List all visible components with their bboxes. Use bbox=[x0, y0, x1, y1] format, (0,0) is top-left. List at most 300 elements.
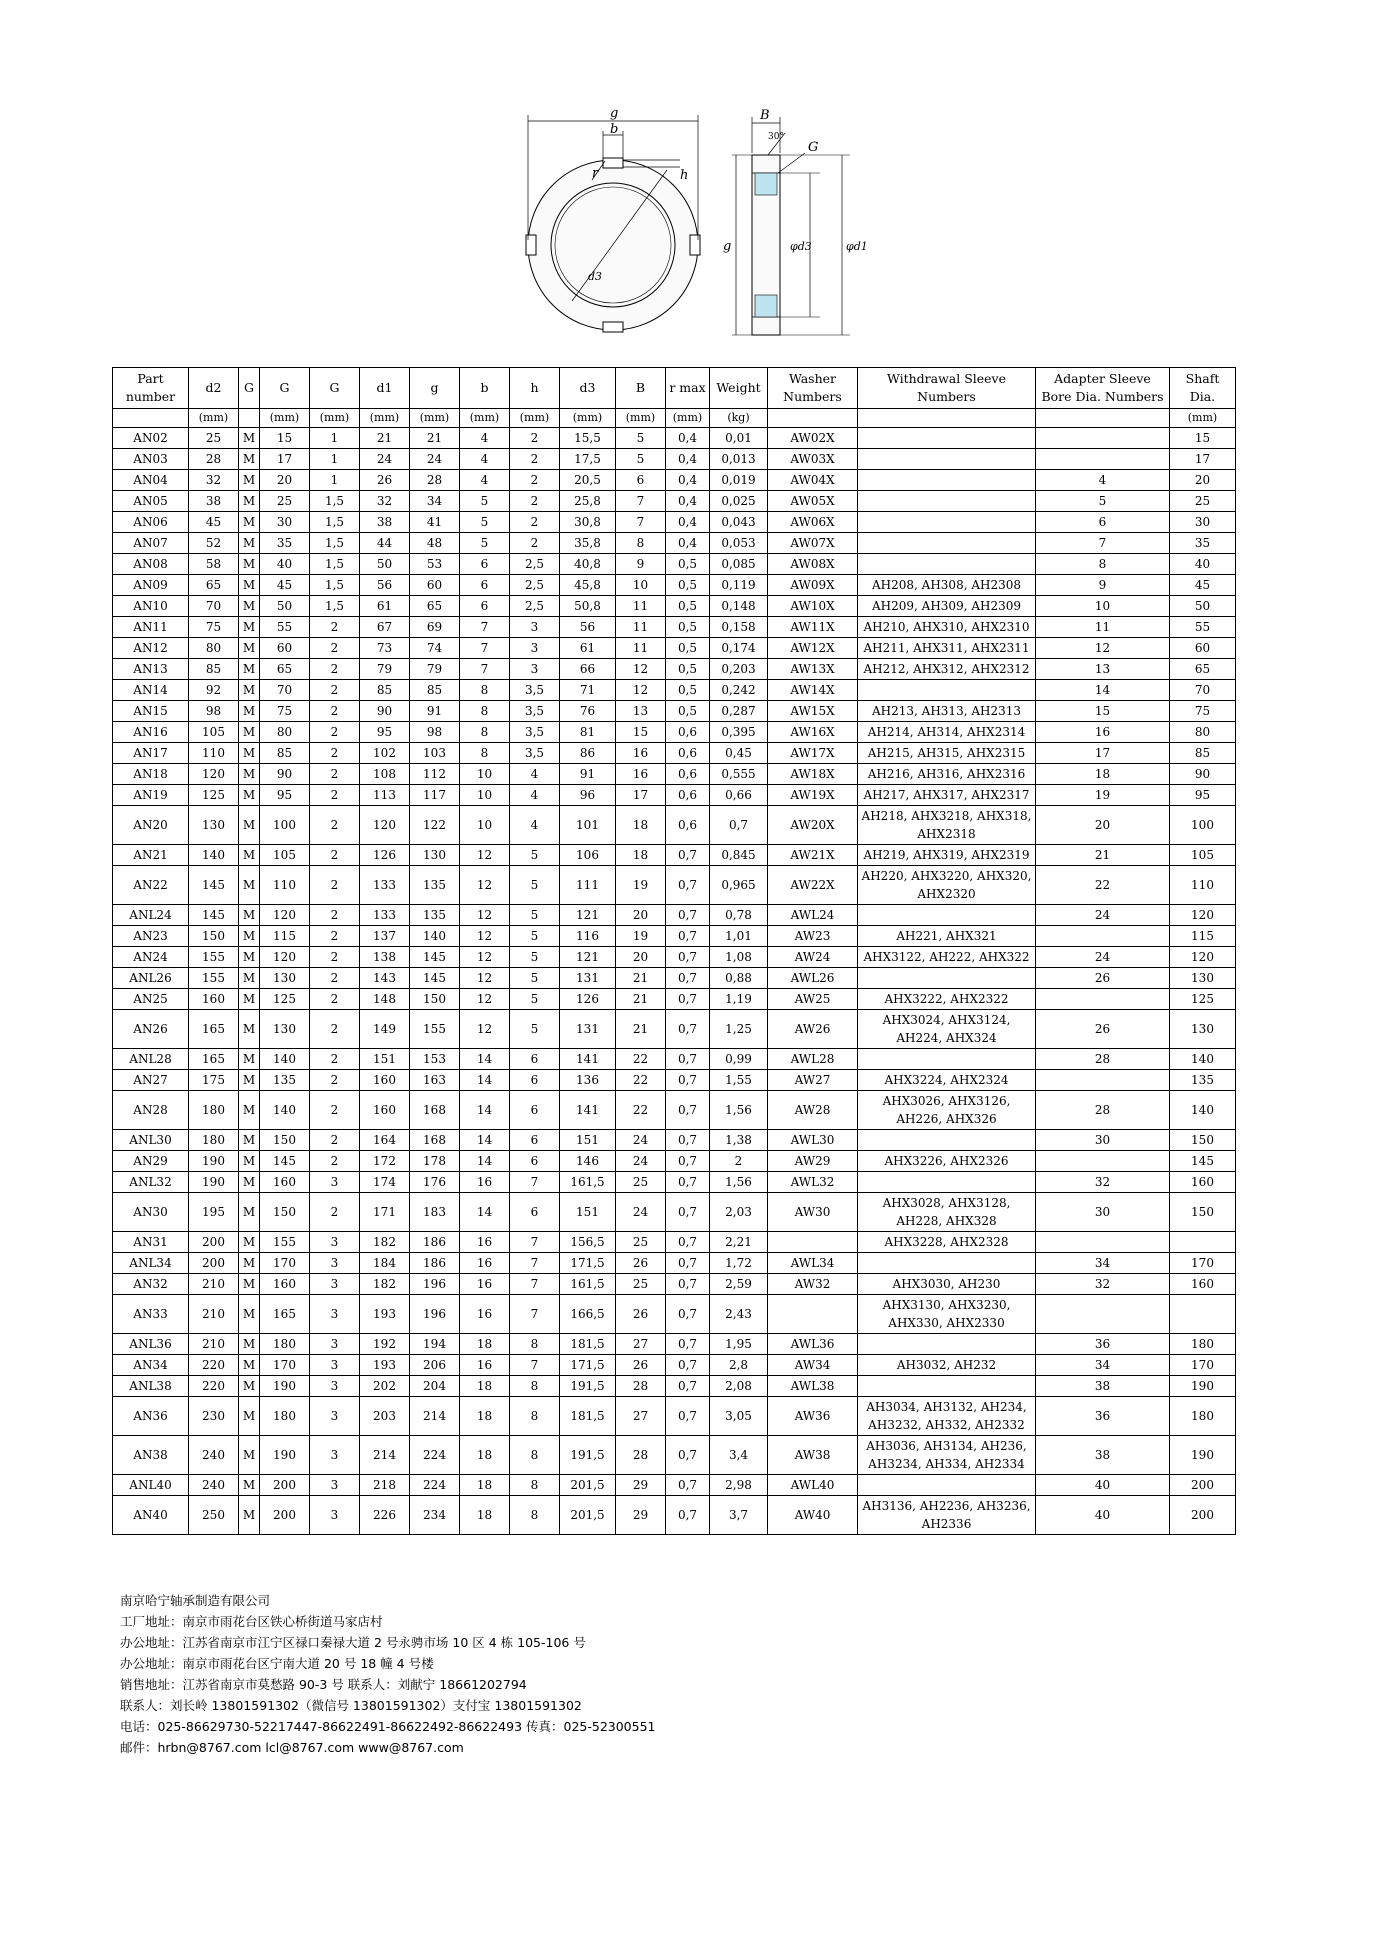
table-cell: 0,7 bbox=[666, 1232, 710, 1253]
table-cell: 14 bbox=[460, 1151, 510, 1172]
table-cell: 0,7 bbox=[666, 1376, 710, 1397]
table-cell: AH214, AH314, AHX2314 bbox=[858, 722, 1036, 743]
table-cell: 7 bbox=[510, 1172, 560, 1193]
table-cell: AN16 bbox=[113, 722, 189, 743]
table-cell: 250 bbox=[189, 1496, 239, 1535]
table-cell: AN32 bbox=[113, 1274, 189, 1295]
table-cell bbox=[1036, 428, 1170, 449]
table-cell: 5 bbox=[616, 428, 666, 449]
table-cell: 206 bbox=[410, 1355, 460, 1376]
table-cell: 95 bbox=[1170, 785, 1236, 806]
table-cell: AN12 bbox=[113, 638, 189, 659]
table-cell: 75 bbox=[189, 617, 239, 638]
table-cell: 151 bbox=[360, 1049, 410, 1070]
table-row bbox=[113, 638, 1236, 659]
table-cell: 3,05 bbox=[710, 1397, 768, 1436]
table-cell: 21 bbox=[410, 428, 460, 449]
table-cell: 180 bbox=[189, 1091, 239, 1130]
table-cell: 1,5 bbox=[310, 596, 360, 617]
table-cell: 138 bbox=[360, 947, 410, 968]
table-cell: AN21 bbox=[113, 845, 189, 866]
table-cell bbox=[1036, 449, 1170, 470]
table-cell: AN20 bbox=[113, 806, 189, 845]
table-row bbox=[113, 512, 1236, 533]
table-cell: 145 bbox=[1170, 1151, 1236, 1172]
table-cell: 121 bbox=[560, 947, 616, 968]
table-cell: 70 bbox=[1170, 680, 1236, 701]
table-cell: 14 bbox=[460, 1193, 510, 1232]
table-row bbox=[113, 428, 1236, 449]
table-cell: M bbox=[239, 1355, 260, 1376]
table-cell: AW34 bbox=[768, 1355, 858, 1376]
table-cell: AH210, AHX310, AHX2310 bbox=[858, 617, 1036, 638]
table-cell: 145 bbox=[410, 947, 460, 968]
table-cell: 12 bbox=[460, 989, 510, 1010]
table-cell: 2 bbox=[310, 989, 360, 1010]
table-cell: 12 bbox=[460, 845, 510, 866]
table-cell: 201,5 bbox=[560, 1496, 616, 1535]
table-cell: 2 bbox=[510, 491, 560, 512]
table-cell bbox=[858, 680, 1036, 701]
unit-cell: (mm) bbox=[360, 409, 410, 428]
table-cell bbox=[858, 428, 1036, 449]
table-cell: 2 bbox=[310, 1151, 360, 1172]
table-cell: 0,7 bbox=[666, 1496, 710, 1535]
table-cell: 122 bbox=[410, 806, 460, 845]
table-cell: AW16X bbox=[768, 722, 858, 743]
table-cell: AWL24 bbox=[768, 905, 858, 926]
table-cell: 67 bbox=[360, 617, 410, 638]
table-cell: 5 bbox=[510, 989, 560, 1010]
table-cell: 2 bbox=[310, 806, 360, 845]
table-cell: 50 bbox=[260, 596, 310, 617]
table-cell: 2 bbox=[310, 701, 360, 722]
table-cell: AW06X bbox=[768, 512, 858, 533]
table-cell: 60 bbox=[410, 575, 460, 596]
table-cell: 6 bbox=[616, 470, 666, 491]
table-cell: 61 bbox=[560, 638, 616, 659]
table-cell: 2,03 bbox=[710, 1193, 768, 1232]
table-cell: ANL36 bbox=[113, 1334, 189, 1355]
table-cell: 25 bbox=[616, 1274, 666, 1295]
column-header: Withdrawal Sleeve Numbers bbox=[858, 368, 1036, 409]
table-cell: 75 bbox=[1170, 701, 1236, 722]
table-cell: 130 bbox=[260, 1010, 310, 1049]
table-cell: 145 bbox=[189, 866, 239, 905]
table-cell: 1,95 bbox=[710, 1334, 768, 1355]
table-cell: 2 bbox=[310, 1193, 360, 1232]
table-cell: AN29 bbox=[113, 1151, 189, 1172]
table-cell: 91 bbox=[410, 701, 460, 722]
table-cell: 65 bbox=[410, 596, 460, 617]
table-cell: M bbox=[239, 947, 260, 968]
table-cell: 0,053 bbox=[710, 533, 768, 554]
table-row bbox=[113, 1355, 1236, 1376]
table-row bbox=[113, 659, 1236, 680]
unit-cell: (mm) bbox=[510, 409, 560, 428]
table-cell: 70 bbox=[189, 596, 239, 617]
table-cell: 24 bbox=[616, 1151, 666, 1172]
table-cell: M bbox=[239, 680, 260, 701]
table-cell: 2,98 bbox=[710, 1475, 768, 1496]
table-cell: 3,5 bbox=[510, 743, 560, 764]
table-cell bbox=[1036, 1070, 1170, 1091]
table-cell: 163 bbox=[410, 1070, 460, 1091]
table-cell: 151 bbox=[560, 1193, 616, 1232]
table-cell: 2 bbox=[310, 905, 360, 926]
table-cell: 81 bbox=[560, 722, 616, 743]
table-cell: 183 bbox=[410, 1193, 460, 1232]
table-cell: 5 bbox=[510, 968, 560, 989]
footer-line: 工厂地址：南京市雨花台区铁心桥街道马家店村 bbox=[120, 1614, 383, 1629]
table-cell: 135 bbox=[1170, 1070, 1236, 1091]
table-cell: 2 bbox=[510, 428, 560, 449]
table-cell: M bbox=[239, 470, 260, 491]
table-cell: ANL28 bbox=[113, 1049, 189, 1070]
table-cell: 30 bbox=[1036, 1193, 1170, 1232]
table-cell: 11 bbox=[616, 596, 666, 617]
table-cell: 178 bbox=[410, 1151, 460, 1172]
table-cell: 0,5 bbox=[666, 659, 710, 680]
table-cell: 38 bbox=[189, 491, 239, 512]
table-cell: 1,56 bbox=[710, 1172, 768, 1193]
table-cell: 112 bbox=[410, 764, 460, 785]
table-cell: 5 bbox=[1036, 491, 1170, 512]
column-header: r max bbox=[666, 368, 710, 409]
table-row bbox=[113, 449, 1236, 470]
table-cell: 16 bbox=[460, 1232, 510, 1253]
table-cell: 210 bbox=[189, 1274, 239, 1295]
table-cell: 6 bbox=[460, 596, 510, 617]
table-cell: 28 bbox=[189, 449, 239, 470]
table-cell: 0,7 bbox=[666, 1130, 710, 1151]
table-cell: M bbox=[239, 1193, 260, 1232]
table-cell: 98 bbox=[410, 722, 460, 743]
table-cell: 150 bbox=[260, 1130, 310, 1151]
table-cell: AHX3228, AHX2328 bbox=[858, 1232, 1036, 1253]
column-header: G bbox=[310, 368, 360, 409]
table-cell: 70 bbox=[260, 680, 310, 701]
table-cell: 0,043 bbox=[710, 512, 768, 533]
table-cell: 16 bbox=[616, 764, 666, 785]
table-row bbox=[113, 533, 1236, 554]
table-cell: 12 bbox=[460, 926, 510, 947]
table-cell: 24 bbox=[1036, 905, 1170, 926]
table-cell bbox=[858, 1334, 1036, 1355]
table-cell: 0,7 bbox=[666, 1151, 710, 1172]
column-header: g bbox=[410, 368, 460, 409]
table-cell: 5 bbox=[510, 947, 560, 968]
table-cell: 73 bbox=[360, 638, 410, 659]
table-cell: 45 bbox=[260, 575, 310, 596]
table-cell: 5 bbox=[510, 866, 560, 905]
table-cell: 8 bbox=[510, 1496, 560, 1535]
table-row bbox=[113, 1193, 1236, 1232]
table-cell: 2 bbox=[310, 1091, 360, 1130]
table-cell: 214 bbox=[360, 1436, 410, 1475]
table-cell: 40 bbox=[1036, 1496, 1170, 1535]
table-cell: 20 bbox=[616, 905, 666, 926]
table-cell: 210 bbox=[189, 1295, 239, 1334]
table-cell: 12 bbox=[460, 1010, 510, 1049]
table-cell: 5 bbox=[616, 449, 666, 470]
table-cell: M bbox=[239, 596, 260, 617]
table-cell: 3 bbox=[310, 1232, 360, 1253]
table-cell: 1,25 bbox=[710, 1010, 768, 1049]
table-cell: 0,7 bbox=[666, 1091, 710, 1130]
table-cell: 8 bbox=[1036, 554, 1170, 575]
unit-cell: (mm) bbox=[616, 409, 666, 428]
table-cell: 117 bbox=[410, 785, 460, 806]
table-cell bbox=[858, 1376, 1036, 1397]
unit-cell: (mm) bbox=[460, 409, 510, 428]
table-cell: 133 bbox=[360, 866, 410, 905]
table-cell: 16 bbox=[460, 1355, 510, 1376]
table-cell: 182 bbox=[360, 1232, 410, 1253]
table-cell: 85 bbox=[189, 659, 239, 680]
footer-line: 办公地址：江苏省南京市江宁区禄口秦禄大道 2 号永骋市场 10 区 4 栋 105-106 号 bbox=[120, 1635, 586, 1650]
table-row bbox=[113, 680, 1236, 701]
table-cell: 22 bbox=[616, 1070, 666, 1091]
table-cell: 0,7 bbox=[666, 947, 710, 968]
table-cell: 25 bbox=[260, 491, 310, 512]
table-row bbox=[113, 1130, 1236, 1151]
table-cell: AW28 bbox=[768, 1091, 858, 1130]
table-cell: 85 bbox=[410, 680, 460, 701]
table-row bbox=[113, 1295, 1236, 1334]
table-cell: 0,5 bbox=[666, 617, 710, 638]
table-cell: AH217, AHX317, AHX2317 bbox=[858, 785, 1036, 806]
table-cell: AW20X bbox=[768, 806, 858, 845]
table-cell: 145 bbox=[260, 1151, 310, 1172]
table-cell: 16 bbox=[616, 743, 666, 764]
table-cell: 12 bbox=[460, 905, 510, 926]
table-cell: 181,5 bbox=[560, 1397, 616, 1436]
table-cell: 18 bbox=[460, 1334, 510, 1355]
table-cell: 7 bbox=[460, 638, 510, 659]
table-cell: M bbox=[239, 722, 260, 743]
table-cell: 0,7 bbox=[666, 989, 710, 1010]
table-cell: 172 bbox=[360, 1151, 410, 1172]
table-cell: 40,8 bbox=[560, 554, 616, 575]
table-cell: 20 bbox=[1170, 470, 1236, 491]
table-cell: 18 bbox=[616, 845, 666, 866]
table-cell bbox=[1170, 1295, 1236, 1334]
table-row bbox=[113, 1070, 1236, 1091]
table-cell: 165 bbox=[189, 1010, 239, 1049]
unit-cell: (kg) bbox=[710, 409, 768, 428]
table-cell: AN04 bbox=[113, 470, 189, 491]
table-cell: 3 bbox=[510, 659, 560, 680]
table-cell: 3 bbox=[510, 617, 560, 638]
table-cell: AW18X bbox=[768, 764, 858, 785]
table-cell: 0,965 bbox=[710, 866, 768, 905]
table-cell: 75 bbox=[260, 701, 310, 722]
table-cell: 15 bbox=[260, 428, 310, 449]
table-cell: 2,8 bbox=[710, 1355, 768, 1376]
table-cell: 200 bbox=[189, 1253, 239, 1274]
table-cell: 155 bbox=[189, 968, 239, 989]
table-cell: 193 bbox=[360, 1355, 410, 1376]
table-cell: 120 bbox=[1170, 947, 1236, 968]
table-cell: AW21X bbox=[768, 845, 858, 866]
table-cell: AWL40 bbox=[768, 1475, 858, 1496]
table-cell: 18 bbox=[460, 1376, 510, 1397]
table-cell: 27 bbox=[616, 1397, 666, 1436]
table-cell: 150 bbox=[410, 989, 460, 1010]
table-row bbox=[113, 617, 1236, 638]
table-cell: 34 bbox=[1036, 1253, 1170, 1274]
table-cell bbox=[858, 533, 1036, 554]
table-cell: 7 bbox=[616, 491, 666, 512]
table-cell: 48 bbox=[410, 533, 460, 554]
footer-line: 电话：025-86629730-52217447-86622491-86622492-86622493 传真：025-52300551 bbox=[120, 1719, 656, 1734]
table-cell: 204 bbox=[410, 1376, 460, 1397]
table-cell: 26 bbox=[1036, 968, 1170, 989]
table-cell: 10 bbox=[460, 785, 510, 806]
table-cell: 24 bbox=[616, 1193, 666, 1232]
table-cell: 17 bbox=[1170, 449, 1236, 470]
footer-line: 联系人：刘长岭 13801591302（微信号 13801591302）支付宝 13801591302 bbox=[120, 1698, 582, 1713]
table-row bbox=[113, 1274, 1236, 1295]
table-cell: AHX3026, AHX3126, AH226, AHX326 bbox=[858, 1091, 1036, 1130]
table-cell: 4 bbox=[460, 428, 510, 449]
table-cell: 7 bbox=[1036, 533, 1170, 554]
table-cell: 196 bbox=[410, 1274, 460, 1295]
table-cell: 191,5 bbox=[560, 1436, 616, 1475]
table-cell: 190 bbox=[1170, 1376, 1236, 1397]
table-row bbox=[113, 1496, 1236, 1535]
table-cell: AN38 bbox=[113, 1436, 189, 1475]
unit-cell bbox=[239, 409, 260, 428]
table-row bbox=[113, 575, 1236, 596]
table-cell: 4 bbox=[460, 470, 510, 491]
table-cell: 80 bbox=[1170, 722, 1236, 743]
table-cell: 2 bbox=[310, 947, 360, 968]
table-cell: ANL34 bbox=[113, 1253, 189, 1274]
table-cell: 125 bbox=[1170, 989, 1236, 1010]
table-cell bbox=[1036, 1232, 1170, 1253]
table-cell: AN17 bbox=[113, 743, 189, 764]
table-row bbox=[113, 1397, 1236, 1436]
table-cell: 17 bbox=[260, 449, 310, 470]
table-cell: 6 bbox=[510, 1151, 560, 1172]
table-cell: 38 bbox=[1036, 1436, 1170, 1475]
table-cell: AN14 bbox=[113, 680, 189, 701]
table-cell: M bbox=[239, 659, 260, 680]
table-cell: AH219, AHX319, AHX2319 bbox=[858, 845, 1036, 866]
table-cell: M bbox=[239, 1049, 260, 1070]
table-cell: 69 bbox=[410, 617, 460, 638]
table-cell: 2 bbox=[310, 680, 360, 701]
table-cell: 8 bbox=[510, 1334, 560, 1355]
table-cell: M bbox=[239, 1475, 260, 1496]
table-cell: 3 bbox=[310, 1274, 360, 1295]
table-cell: 96 bbox=[560, 785, 616, 806]
table-cell: 26 bbox=[616, 1295, 666, 1334]
table-cell: 105 bbox=[1170, 845, 1236, 866]
table-cell: 0,4 bbox=[666, 512, 710, 533]
table-cell: 220 bbox=[189, 1355, 239, 1376]
table-cell: M bbox=[239, 764, 260, 785]
unit-cell: (mm) bbox=[560, 409, 616, 428]
table-row bbox=[113, 785, 1236, 806]
table-cell: 24 bbox=[360, 449, 410, 470]
table-cell: 10 bbox=[616, 575, 666, 596]
table-cell: AN27 bbox=[113, 1070, 189, 1091]
table-cell: 160 bbox=[260, 1172, 310, 1193]
table-cell: AN13 bbox=[113, 659, 189, 680]
table-cell: 120 bbox=[189, 764, 239, 785]
table-cell: 111 bbox=[560, 866, 616, 905]
table-cell: 22 bbox=[616, 1049, 666, 1070]
table-cell: 148 bbox=[360, 989, 410, 1010]
table-cell: 92 bbox=[189, 680, 239, 701]
table-cell: 20 bbox=[260, 470, 310, 491]
table-cell: 3,5 bbox=[510, 680, 560, 701]
table-cell: 18 bbox=[460, 1436, 510, 1475]
table-cell: 113 bbox=[360, 785, 410, 806]
table-cell: AN10 bbox=[113, 596, 189, 617]
table-cell: 103 bbox=[410, 743, 460, 764]
table-cell: AH3034, AH3132, AH234, AH3232, AH332, AH2332 bbox=[858, 1397, 1036, 1436]
table-cell: AW23 bbox=[768, 926, 858, 947]
table-cell: 36 bbox=[1036, 1397, 1170, 1436]
table-cell: 12 bbox=[460, 947, 510, 968]
table-cell: 19 bbox=[1036, 785, 1170, 806]
table-cell: 1 bbox=[310, 470, 360, 491]
table-cell: AN02 bbox=[113, 428, 189, 449]
table-cell: AW27 bbox=[768, 1070, 858, 1091]
table-cell: 35 bbox=[1170, 533, 1236, 554]
table-cell: 18 bbox=[1036, 764, 1170, 785]
table-cell: 161,5 bbox=[560, 1172, 616, 1193]
table-cell: 126 bbox=[360, 845, 410, 866]
table-cell: AHX3226, AHX2326 bbox=[858, 1151, 1036, 1172]
table-cell: 30 bbox=[260, 512, 310, 533]
table-cell: M bbox=[239, 638, 260, 659]
table-cell: 190 bbox=[189, 1151, 239, 1172]
table-cell: AH209, AH309, AH2309 bbox=[858, 596, 1036, 617]
table-cell: 220 bbox=[189, 1376, 239, 1397]
table-cell: 6 bbox=[460, 575, 510, 596]
table-cell: 25 bbox=[189, 428, 239, 449]
table-cell: 17,5 bbox=[560, 449, 616, 470]
column-header: Weight bbox=[710, 368, 768, 409]
table-cell: 76 bbox=[560, 701, 616, 722]
table-cell: 170 bbox=[1170, 1355, 1236, 1376]
table-row bbox=[113, 1376, 1236, 1397]
table-cell: AH3032, AH232 bbox=[858, 1355, 1036, 1376]
table-cell: 14 bbox=[460, 1049, 510, 1070]
table-cell: 32 bbox=[360, 491, 410, 512]
table-cell: 7 bbox=[510, 1253, 560, 1274]
table-cell: 0,019 bbox=[710, 470, 768, 491]
table-cell: M bbox=[239, 428, 260, 449]
table-cell: 153 bbox=[410, 1049, 460, 1070]
table-cell: 29 bbox=[616, 1475, 666, 1496]
table-row bbox=[113, 866, 1236, 905]
table-cell: 130 bbox=[189, 806, 239, 845]
table-cell: 5 bbox=[510, 905, 560, 926]
table-row bbox=[113, 701, 1236, 722]
table-row bbox=[113, 743, 1236, 764]
table-cell: AHX3222, AHX2322 bbox=[858, 989, 1036, 1010]
table-row bbox=[113, 1436, 1236, 1475]
table-cell: 170 bbox=[260, 1253, 310, 1274]
table-cell: AHX3030, AH230 bbox=[858, 1274, 1036, 1295]
table-cell: 0,7 bbox=[666, 1397, 710, 1436]
